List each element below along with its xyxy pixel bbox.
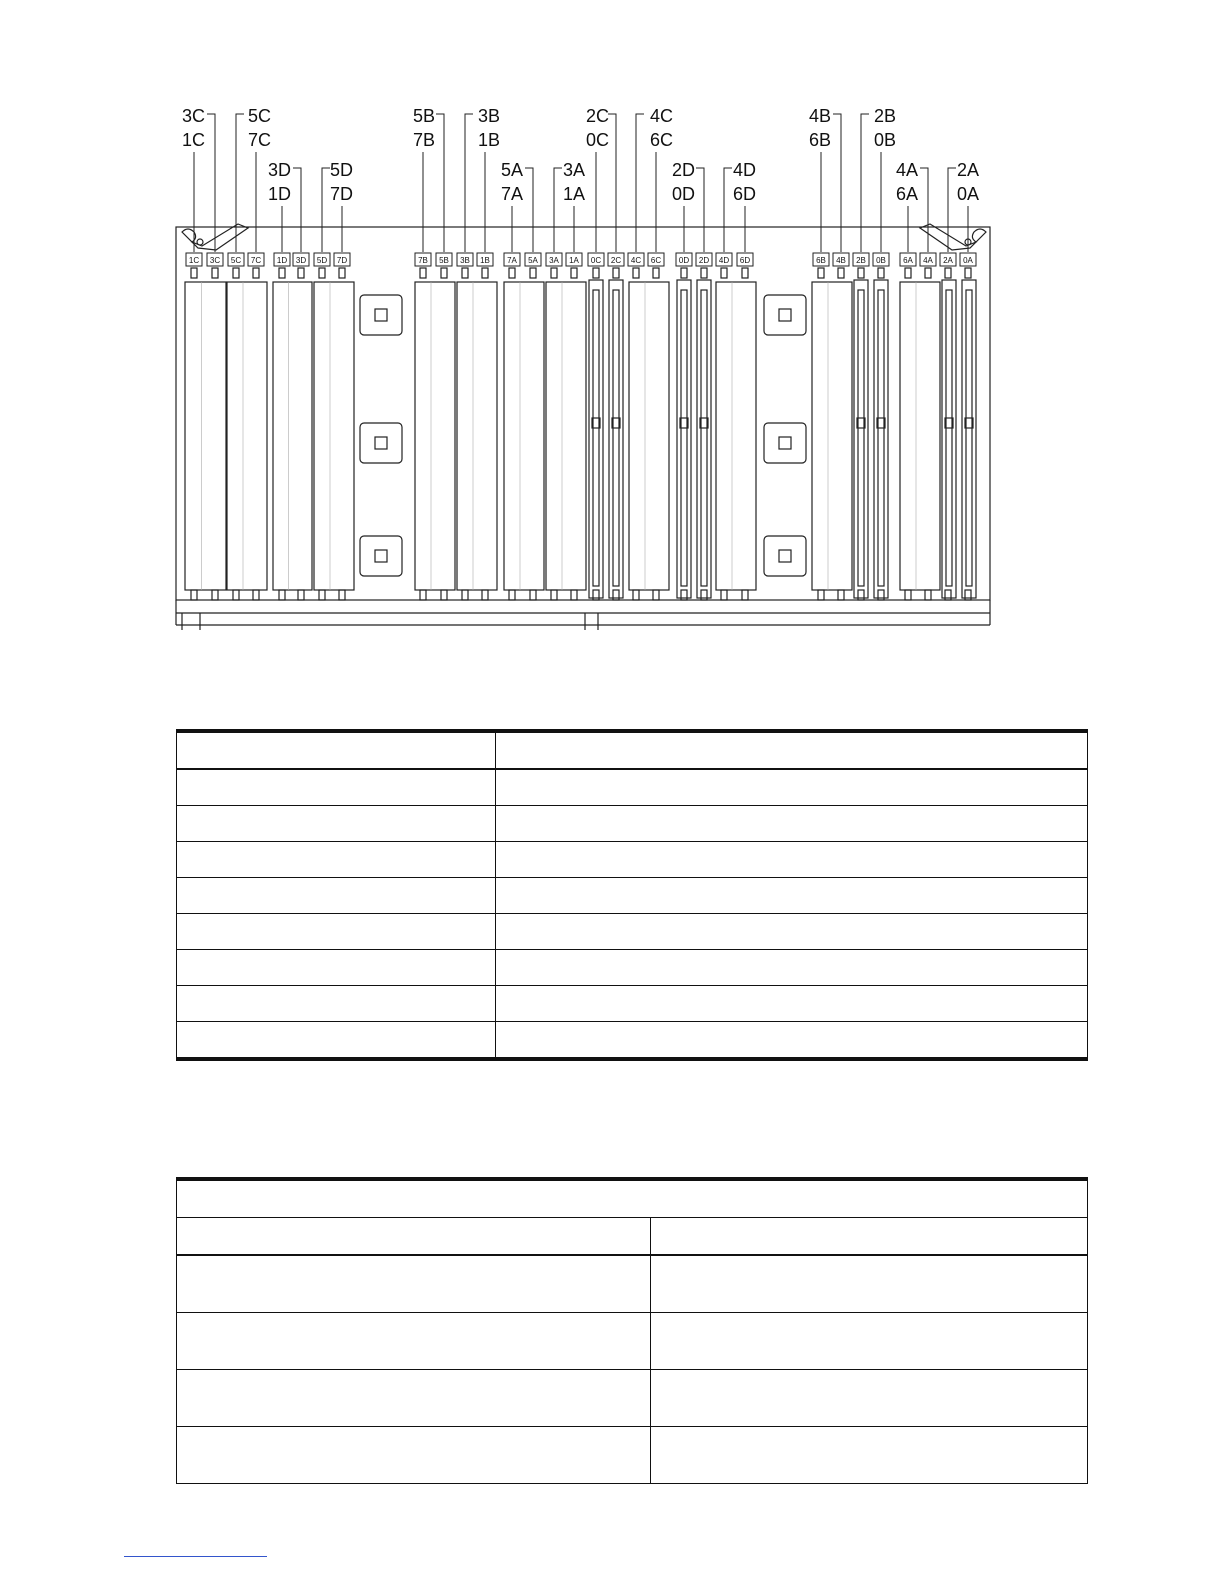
empty-socket [962, 280, 976, 598]
slot-pin [530, 268, 536, 278]
table-cell [177, 1427, 651, 1484]
empty-socket-slot [946, 290, 952, 586]
callout-leader-line [920, 168, 928, 252]
slot-callout-label: 2A [957, 160, 980, 180]
callout-leader-line [293, 168, 301, 252]
slot-pin [509, 268, 515, 278]
slot-pin [298, 590, 304, 600]
memory-module [812, 282, 852, 590]
slot-tag-label: 6C [650, 256, 662, 265]
slot-pin [462, 268, 468, 278]
slot-pin [191, 590, 197, 600]
footer-link-underline[interactable] [124, 1556, 267, 1557]
mounting-pad [360, 536, 402, 576]
table-header-row [177, 731, 1088, 769]
slot-pin [965, 268, 971, 278]
empty-socket [854, 280, 868, 598]
slot-callout-label: 1D [268, 184, 292, 204]
empty-socket [697, 280, 711, 598]
slot-callout-label: 7C [248, 130, 272, 150]
slot-pin [858, 268, 864, 278]
slot-callout-label: 4C [650, 106, 674, 126]
table-cell [177, 1313, 651, 1370]
callout-leader-line [436, 114, 444, 252]
memory-module [629, 282, 669, 590]
slot-callout-label: 6D [733, 184, 757, 204]
memory-module [227, 282, 267, 590]
slot-pin [653, 268, 659, 278]
table-cell [496, 842, 1088, 878]
slot-pin [571, 268, 577, 278]
table-cell [496, 878, 1088, 914]
table-row [177, 1022, 1088, 1060]
slot-callout-label: 3C [182, 106, 206, 126]
slot-callout-label: 7D [330, 184, 354, 204]
slot-tag-label: 2D [698, 256, 710, 265]
slot-pin [339, 268, 345, 278]
slot-tag-label: 6B [816, 256, 826, 265]
slot-tag-label: 2B [856, 256, 866, 265]
slot-tag-label: 7C [250, 256, 262, 265]
slot-callout-label: 1A [563, 184, 586, 204]
table-cell [177, 1022, 496, 1060]
memory-module [185, 282, 226, 590]
memory-module [273, 282, 312, 590]
memory-module [314, 282, 354, 590]
empty-socket-slot [593, 290, 599, 586]
slot-callout-label: 1B [478, 130, 501, 150]
slot-pin [742, 268, 748, 278]
mounting-pad-center [779, 309, 791, 321]
callout-leader-line [861, 114, 869, 252]
callout-leader-line [724, 168, 732, 252]
slot-pin [339, 590, 345, 600]
memory-module [900, 282, 940, 590]
slot-pin [593, 268, 599, 278]
slot-pin [233, 590, 239, 600]
slot-tag-label: 1B [480, 256, 490, 265]
table-1 [176, 729, 1088, 1061]
table-cell [651, 1255, 1088, 1313]
mounting-pad [360, 423, 402, 463]
table-row [177, 842, 1088, 878]
slot-pin [212, 590, 218, 600]
empty-socket [589, 280, 603, 598]
slot-tag-label: 1A [569, 256, 579, 265]
slot-tags [186, 253, 976, 266]
slot-pin [613, 268, 619, 278]
slot-tag-label: 4C [630, 256, 642, 265]
slot-tag-label: 4B [836, 256, 846, 265]
slot-pin [653, 590, 659, 600]
mounting-pad-center [779, 550, 791, 562]
slot-pin [633, 268, 639, 278]
table-row [177, 878, 1088, 914]
table-row [177, 769, 1088, 806]
slot-callout-label: 3D [268, 160, 292, 180]
table-cell [177, 806, 496, 842]
callout-leader-line [696, 168, 704, 252]
memory-module [504, 282, 544, 590]
slot-callout-label: 2D [672, 160, 696, 180]
empty-socket-slot [701, 290, 707, 586]
slot-tag-label: 7D [336, 256, 348, 265]
slot-pin [509, 590, 515, 600]
memory-board [176, 224, 990, 630]
memory-module [546, 282, 586, 590]
slot-pin [420, 590, 426, 600]
table-cell [651, 1313, 1088, 1370]
slot-callout-label: 6A [896, 184, 919, 204]
table-caption-cell [177, 1179, 1088, 1218]
memory-module [415, 282, 455, 590]
mounting-pad-center [375, 550, 387, 562]
memory-module [457, 282, 497, 590]
slot-callout-label: 0B [874, 130, 897, 150]
slot-tag-label: 3A [549, 256, 559, 265]
slot-callout-label: 3B [478, 106, 501, 126]
table-cell [177, 986, 496, 1022]
callout-leader-line [833, 114, 841, 252]
empty-socket [677, 280, 691, 598]
slot-tag-label: 6D [739, 256, 751, 265]
slot-callout-label: 5B [413, 106, 436, 126]
slot-tag-label: 5A [528, 256, 538, 265]
table-cell [496, 986, 1088, 1022]
table-header-row [177, 1218, 1088, 1256]
slot-callout-label: 4B [809, 106, 832, 126]
slot-pin [925, 590, 931, 600]
slot-callout-label: 0C [586, 130, 610, 150]
slot-pin [253, 590, 259, 600]
slot-callout-label: 4A [896, 160, 919, 180]
slot-tag-label: 2A [943, 256, 953, 265]
table-cell [177, 878, 496, 914]
slot-pin [905, 268, 911, 278]
memory-module [716, 282, 756, 590]
slot-callout-label: 2C [586, 106, 610, 126]
empty-socket [874, 280, 888, 598]
table-row [177, 1427, 1088, 1484]
slot-pin [530, 590, 536, 600]
slot-callout-label: 6C [650, 130, 674, 150]
slot-tag-label: 7B [418, 256, 428, 265]
slot-pin [878, 268, 884, 278]
table-header-cell [496, 731, 1088, 769]
table-cell [177, 842, 496, 878]
slot-pin [818, 590, 824, 600]
slot-pin [279, 590, 285, 600]
table-cell [651, 1370, 1088, 1427]
slot-pin [420, 268, 426, 278]
table-cell [496, 950, 1088, 986]
table-row [177, 986, 1088, 1022]
slot-pin [701, 268, 707, 278]
slot-pin [818, 268, 824, 278]
table-cell [177, 769, 496, 806]
slot-pin [191, 268, 197, 278]
empty-socket-slot [858, 290, 864, 586]
slot-tag-label: 4A [923, 256, 933, 265]
slot-pin [298, 268, 304, 278]
slot-pin [905, 590, 911, 600]
slot-callout-label: 7A [501, 184, 524, 204]
slot-pin [742, 590, 748, 600]
table-cell [177, 950, 496, 986]
latch-right [920, 224, 986, 250]
slot-callout-label: 0D [672, 184, 696, 204]
empty-socket [942, 280, 956, 598]
slot-pin [482, 590, 488, 600]
slot-pin [838, 268, 844, 278]
slot-callout-label: 4D [733, 160, 757, 180]
empty-socket-slot [966, 290, 972, 586]
slot-tag-label: 4D [718, 256, 730, 265]
slot-callout-label: 5C [248, 106, 272, 126]
slot-pin [462, 590, 468, 600]
slot-tag-label: 0D [678, 256, 690, 265]
table-row [177, 950, 1088, 986]
slot-tag-label: 5B [439, 256, 449, 265]
slot-pin [212, 268, 218, 278]
slot-pin [482, 268, 488, 278]
table-2 [176, 1177, 1088, 1484]
slot-callout-label: 6B [809, 130, 832, 150]
table-header-cell [177, 731, 496, 769]
callout-leader-line [554, 168, 562, 252]
table-row [177, 1255, 1088, 1313]
mounting-pad-center [779, 437, 791, 449]
table-header-cell [177, 1218, 651, 1256]
mounting-pad [764, 423, 806, 463]
slot-pin [721, 590, 727, 600]
slot-pin [441, 268, 447, 278]
table-row [177, 914, 1088, 950]
slot-tag-label: 3D [295, 256, 307, 265]
slot-tag-label: 0B [876, 256, 886, 265]
slot-tag-label: 5D [316, 256, 328, 265]
slot-pin [551, 590, 557, 600]
table-row [177, 806, 1088, 842]
slot-pin [253, 268, 259, 278]
table-caption-row [177, 1179, 1088, 1218]
empty-socket-slot [613, 290, 619, 586]
slot-pin [233, 268, 239, 278]
table-cell [496, 1022, 1088, 1060]
table-cell [496, 769, 1088, 806]
slot-pin [681, 268, 687, 278]
slot-callout-label: 1C [182, 130, 206, 150]
callout-leader-line [525, 168, 533, 252]
slot-tag-label: 3C [209, 256, 221, 265]
slot-tag-label: 7A [507, 256, 517, 265]
table-header-cell [651, 1218, 1088, 1256]
empty-socket [609, 280, 623, 598]
slot-tag-label: 1D [276, 256, 288, 265]
slot-tag-label: 6A [903, 256, 913, 265]
slot-pin [571, 590, 577, 600]
slot-callout-label: 2B [874, 106, 897, 126]
empty-socket-slot [681, 290, 687, 586]
slot-callout-label: 7B [413, 130, 436, 150]
slot-pin [319, 268, 325, 278]
slot-callout-label: 5D [330, 160, 354, 180]
slot-pin [925, 268, 931, 278]
slot-callout-label: 0A [957, 184, 980, 204]
table-cell [496, 914, 1088, 950]
slot-tag-label: 1C [188, 256, 200, 265]
table-cell [651, 1427, 1088, 1484]
table-cell [177, 1255, 651, 1313]
mounting-pad [764, 295, 806, 335]
latch-left [197, 239, 203, 245]
table-row [177, 1370, 1088, 1427]
memory-slot-diagram [0, 0, 1224, 640]
callout-leader-line [465, 114, 473, 252]
slot-tag-label: 0A [963, 256, 973, 265]
slot-callout-label: 5A [501, 160, 524, 180]
empty-socket-slot [878, 290, 884, 586]
callout-leader-line [322, 168, 330, 252]
mounting-pad [360, 295, 402, 335]
table-cell [177, 914, 496, 950]
table-row [177, 1313, 1088, 1370]
slot-tag-label: 5C [230, 256, 242, 265]
slot-pin [319, 590, 325, 600]
callout-leader-line [608, 114, 616, 252]
slot-tag-label: 2C [610, 256, 622, 265]
slot-callouts [182, 106, 979, 252]
callout-leader-line [207, 114, 215, 252]
slot-tag-label: 0C [590, 256, 602, 265]
slot-pin [551, 268, 557, 278]
slot-callout-label: 3A [563, 160, 586, 180]
mounting-pad-center [375, 437, 387, 449]
mounting-pad-center [375, 309, 387, 321]
slot-pin [838, 590, 844, 600]
slot-pin [945, 268, 951, 278]
slot-pin [633, 590, 639, 600]
table-cell [496, 806, 1088, 842]
mounting-pad [764, 536, 806, 576]
callout-leader-line [636, 114, 644, 252]
slot-pin [279, 268, 285, 278]
slot-pin [441, 590, 447, 600]
slot-pin [721, 268, 727, 278]
slot-tag-label: 3B [460, 256, 470, 265]
table-cell [177, 1370, 651, 1427]
